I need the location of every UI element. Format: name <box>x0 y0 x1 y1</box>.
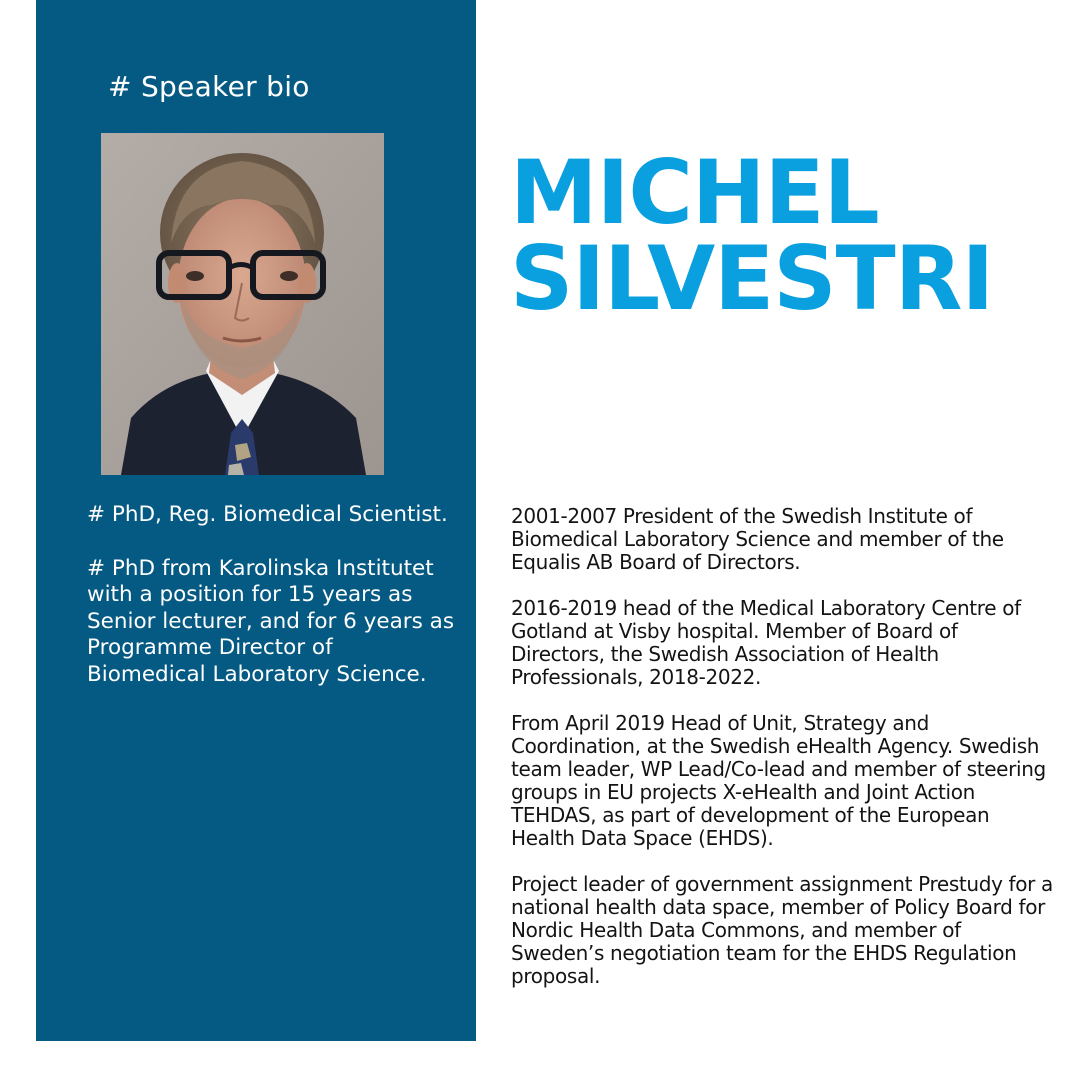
speaker-first-name: MICHEL <box>510 141 879 244</box>
bio-paragraph: Project leader of government assignment Prestudy for a national health data space, member of Policy Board for Nordic Health Data Commons, and member of Sweden’s negotiation team for the EHDS Regulation proposal. <box>511 872 1053 988</box>
bio-paragraph: 2016-2019 head of the Medical Laboratory Centre of Gotland at Visby hospital. Member of Board of Directors, the Swedish Association of Health Professionals, 2018-2022. <box>511 596 1021 689</box>
speaker-last-name: SILVESTRI <box>510 227 994 330</box>
bio-paragraph: From April 2019 Head of Unit, Strategy and Coordination, at the Swedish eHealth Agency. Swedish team leader, WP Lead/Co-lead and member of steering groups in EU projects X-eHealth and Joint Action TEHDAS, as part of development of the European Health Data Space (EHDS). <box>511 711 1046 850</box>
credential-degree: # PhD, Reg. Biomedical Scientist. <box>87 502 448 527</box>
speaker-name <box>510 141 1070 330</box>
bio-paragraph: 2001-2007 President of the Swedish Institute of Biomedical Laboratory Science and member of the Equalis AB Board of Directors. <box>511 504 1004 574</box>
credentials <box>87 502 457 715</box>
speaker-bio-tag: # Speaker bio <box>108 70 310 103</box>
credential-career: # PhD from Karolinska Institutet with a position for 15 years as Senior lecturer, and for 6 years as Programme Director of Biomedical Laboratory Science. <box>87 555 455 687</box>
speaker-photo <box>101 133 384 475</box>
bio-text <box>511 505 1056 1011</box>
